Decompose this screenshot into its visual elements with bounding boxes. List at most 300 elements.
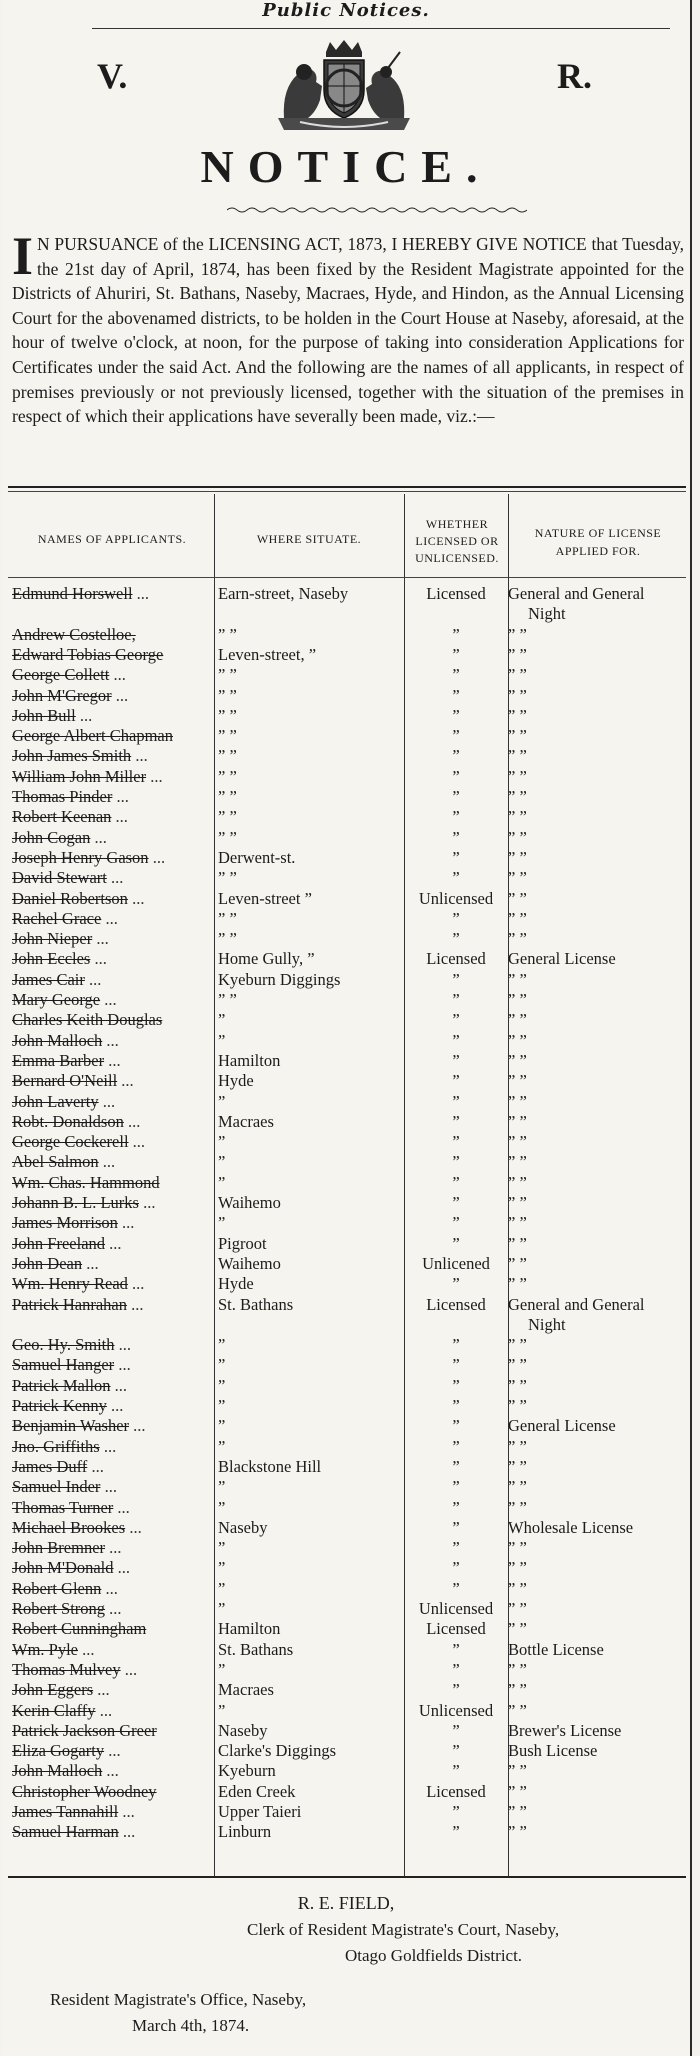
table-row [8, 1660, 686, 1680]
premises-location: Kyeburn [218, 1761, 276, 1781]
premises-location: ” [218, 1558, 226, 1578]
premises-location: Naseby [218, 1720, 268, 1740]
table-row [8, 665, 686, 685]
premises-location: Home Gully, ” [218, 949, 315, 969]
applicant-name: Samuel Inder ... [12, 1477, 117, 1497]
premises-location: ” ” [218, 726, 237, 746]
applicant-name: James Tannahill ... [12, 1802, 135, 1821]
table-row [8, 1112, 686, 1132]
license-type: ” ” [508, 1213, 527, 1233]
office-line: Resident Magistrate's Office, Naseby, [50, 1990, 307, 2009]
premises-location: Kyeburn Diggings [218, 969, 341, 989]
table-row [8, 726, 686, 746]
applicant-name: Abel Salmon ... [12, 1152, 116, 1172]
applicant-name: Patrick Jackson Greer [12, 1720, 157, 1740]
license-type: ” ” [508, 1274, 527, 1294]
license-status: ” [452, 685, 460, 705]
license-status: ” [452, 807, 460, 827]
license-status: ” [452, 1050, 460, 1070]
table-row [8, 625, 686, 645]
header-rule [8, 577, 686, 578]
premises-location: St. Bathans [218, 1639, 294, 1659]
applicant-name: John M'Donald ... [12, 1558, 131, 1578]
table-row [8, 1193, 686, 1213]
applicant-name: Edmund Horswell ... [12, 584, 150, 603]
table-row [8, 1071, 686, 1091]
table-row [8, 807, 686, 827]
license-status: Licensed [426, 949, 486, 969]
license-status: ” [452, 1680, 460, 1700]
premises-location: ” [218, 1578, 226, 1598]
table-row [8, 1152, 686, 1172]
applicant-name: James Morrison ... [12, 1213, 135, 1233]
license-type: ” ” [508, 766, 527, 786]
premises-location: ” [218, 1497, 226, 1517]
section-header: Public Notices. [262, 0, 430, 21]
table-row [8, 848, 686, 868]
applicant-name: John Eggers ... [12, 1680, 110, 1700]
table-row [8, 1396, 686, 1416]
royal-cypher-r: R. [557, 56, 592, 96]
signature: R. E. FIELD, [297, 1893, 395, 1913]
table-row [8, 1274, 686, 1294]
applicant-name: Samuel Hanger ... [12, 1355, 131, 1375]
header-where: WHERE SITUATE. [256, 532, 362, 546]
table-row [8, 584, 686, 623]
premises-location: ” [218, 1213, 226, 1233]
license-status: ” [452, 1132, 460, 1152]
license-type: ” ” [508, 1111, 527, 1131]
license-type: ” ” [508, 1132, 527, 1152]
license-type: ” ” [508, 1253, 527, 1273]
premises-location: Macraes [218, 1111, 274, 1131]
premises-location: ” ” [218, 908, 237, 928]
table-row [8, 1234, 686, 1254]
premises-location: Earn-street, Naseby [218, 584, 349, 603]
license-type: ” ” [508, 1050, 527, 1070]
license-type: General License [508, 949, 616, 969]
table-row [8, 1294, 686, 1334]
premises-location: Linburn [218, 1822, 272, 1842]
license-status: ” [452, 1172, 460, 1192]
applicant-name: Charles Keith Douglas [12, 1010, 163, 1030]
license-type: ” ” [508, 1335, 527, 1355]
license-status: Unlicensed [418, 1700, 494, 1720]
premises-location: ” ” [218, 787, 237, 806]
table-row [8, 1010, 686, 1030]
table-row [8, 1416, 686, 1436]
license-status: ” [452, 868, 460, 888]
table-row [8, 1254, 686, 1274]
table-row [8, 1376, 686, 1396]
license-status: Licensed [426, 1781, 486, 1801]
table-row [8, 1213, 686, 1233]
table-row [8, 1619, 686, 1639]
license-status: Licensed [426, 1294, 486, 1314]
premises-location: ” [218, 1477, 226, 1497]
premises-location: ” [218, 1030, 226, 1050]
premises-location: ” ” [218, 807, 237, 827]
royal-cypher-v: V. [97, 56, 128, 96]
premises-location: ” ” [218, 929, 237, 949]
license-type: ” ” [508, 1010, 527, 1030]
applicant-name: Wm. Pyle ... [12, 1639, 95, 1659]
table-row [8, 1741, 686, 1761]
table-row [8, 929, 686, 949]
license-type: ” ” [508, 1030, 527, 1050]
license-status: ” [452, 1111, 460, 1131]
applicants-table [8, 486, 686, 1878]
license-status: ” [452, 1193, 460, 1212]
applicant-name: John Laverty ... [12, 1091, 116, 1111]
license-type: General License [508, 1416, 616, 1436]
premises-location: ” ” [218, 766, 237, 786]
license-status: ” [452, 624, 460, 644]
license-status: ” [452, 827, 460, 847]
license-type: ” ” [508, 665, 527, 685]
royal-coat-of-arms-icon [264, 38, 424, 134]
applicant-name: Geo. Hy. Smith ... [12, 1335, 132, 1355]
premises-location: Pigroot [218, 1233, 267, 1253]
premises-location: Hamilton [218, 1619, 281, 1639]
table-row [8, 868, 686, 888]
header-names: NAMES OF APPLICANTS. [37, 532, 187, 546]
license-type: ” ” [508, 990, 527, 1009]
table-row [8, 1518, 686, 1538]
license-type: Brewer's License [508, 1720, 622, 1740]
premises-location: ” [218, 1010, 226, 1030]
license-type: ” ” [508, 746, 527, 766]
license-type: ” ” [508, 1172, 527, 1192]
table-row [8, 1761, 686, 1781]
table-row [8, 1599, 686, 1619]
premises-location: ” [218, 1152, 226, 1172]
license-status: ” [452, 1416, 460, 1436]
table-row [8, 1132, 686, 1152]
license-type: ” ” [508, 888, 527, 908]
applicant-name: Eliza Gogarty ... [12, 1741, 121, 1761]
license-type: General and General Night [508, 1294, 645, 1334]
wavy-rule [227, 205, 527, 215]
premises-location: ” ” [218, 827, 237, 847]
applicant-name: David Stewart ... [12, 868, 124, 888]
premises-location: ” [218, 1172, 226, 1192]
notice-body-text: N PURSUANCE of the LICENSING ACT, 1873, I HEREBY GIVE NOTICE that Tuesday, the 21st day of April, 1874, has been fixed by the Resident Magistrate appointed for the Districts of Ahuriri, St. Bathans, Naseby, Macraes, Hyde, and Hindon, as the Annual Licensing Court for the abovenamed districts, to be holden in the Court House at Naseby, aforesaid, at the hour of twelve o'clock, at noon, for the purpose of taking into consideration Applications for Certificates under the said Act. And the following are the names of all applicants, in respect of premises previously or not previously licensed, together with the situation of the premises in respect of which their applications have severally been made, viz.:— [12, 234, 684, 427]
premises-location: Eden Creek [218, 1781, 296, 1801]
premises-location: ” [218, 1335, 226, 1355]
license-type: ” ” [508, 1619, 527, 1639]
license-status: ” [452, 1152, 460, 1172]
premises-location: Upper Taieri [218, 1802, 302, 1821]
premises-location: Clarke's Diggings [218, 1741, 337, 1761]
license-type: ” ” [508, 1355, 527, 1375]
license-status: ” [452, 1538, 460, 1558]
license-status: ” [452, 1030, 460, 1050]
table-row [8, 1457, 686, 1477]
license-status: ” [452, 1517, 460, 1537]
premises-location: ” [218, 1659, 226, 1679]
premises-location: ” [218, 1091, 226, 1111]
license-status: ” [452, 1802, 460, 1821]
applicant-name: John Bremner ... [12, 1538, 122, 1558]
premises-location: ” [218, 1599, 226, 1618]
license-type: ” ” [508, 705, 527, 725]
premises-location: ” [218, 1375, 226, 1395]
applicant-name: Patrick Kenny ... [12, 1396, 124, 1415]
license-type: ” ” [508, 969, 527, 989]
applicant-name: Bernard O'Neill ... [12, 1071, 134, 1091]
license-status: ” [452, 1456, 460, 1476]
header-nature: NATURE OF LICENSE APPLIED FOR. [534, 526, 662, 558]
license-type: ” ” [508, 1477, 527, 1497]
table-row [8, 1558, 686, 1578]
table-row [8, 1782, 686, 1802]
applicant-name: John M'Gregor ... [12, 685, 129, 705]
license-status: ” [452, 847, 460, 867]
applicant-name: Thomas Turner ... [12, 1497, 130, 1517]
table-row [8, 970, 686, 990]
applicant-name: John Dean ... [12, 1253, 99, 1273]
license-type: ” ” [508, 847, 527, 867]
license-status: ” [452, 1558, 460, 1578]
license-type: ” ” [508, 1456, 527, 1476]
license-status: ” [452, 705, 460, 725]
premises-location: Derwent-st. [218, 847, 296, 867]
applicant-name: Mary George ... [12, 990, 117, 1009]
applicant-name: Rachel Grace ... [12, 908, 118, 928]
applicant-name: Patrick Mallon ... [12, 1375, 128, 1395]
table-row [8, 767, 686, 787]
table-row [8, 990, 686, 1010]
premises-location: ” [218, 1700, 226, 1720]
premises-location: Leven-street, ” [218, 644, 317, 664]
license-type: ” ” [508, 1680, 527, 1700]
applicant-name: Wm. Henry Read ... [12, 1274, 145, 1294]
license-type: ” ” [508, 787, 527, 806]
date-line: March 4th, 1874. [132, 2016, 250, 2035]
license-status: ” [452, 1497, 460, 1517]
license-status: ” [452, 1274, 460, 1294]
license-type: ” ” [508, 1802, 527, 1821]
table-row [8, 1701, 686, 1721]
premises-location: ” ” [218, 685, 237, 705]
license-type: ” ” [508, 1781, 527, 1801]
applicant-name: Daniel Robertson ... [12, 888, 145, 908]
license-type: Wholesale License [508, 1517, 634, 1537]
table-row [8, 828, 686, 848]
license-status: ” [452, 1639, 460, 1659]
newspaper-page [2, 0, 692, 2056]
district-line: Otago Goldfields District. [345, 1946, 523, 1965]
license-type: ” ” [508, 1761, 527, 1781]
premises-location: St. Bathans [218, 1294, 294, 1314]
table-row [8, 1051, 686, 1071]
applicant-name: John Cogan ... [12, 827, 107, 847]
notice-title: NOTICE. [200, 141, 492, 192]
table-row [8, 1802, 686, 1822]
premises-location: ” [218, 1538, 226, 1558]
license-status: Licensed [426, 1619, 486, 1639]
license-type: ” ” [508, 1822, 527, 1842]
premises-location: ” ” [218, 705, 237, 725]
license-type: ” ” [508, 827, 527, 847]
license-type: ” ” [508, 929, 527, 949]
table-row [8, 1680, 686, 1700]
applicant-name: George Albert Chapman [12, 726, 173, 746]
applicant-name: George Cockerell ... [12, 1132, 146, 1152]
applicant-name: Benjamin Washer ... [12, 1416, 146, 1436]
license-status: ” [452, 1335, 460, 1355]
table-row [8, 746, 686, 766]
premises-location: Waihemo [218, 1253, 281, 1273]
applicant-name: John Malloch ... [12, 1761, 119, 1781]
premises-location: Waihemo [218, 1193, 281, 1212]
applicant-name: Robert Glenn ... [12, 1578, 118, 1598]
premises-location: ” ” [218, 990, 237, 1009]
license-status: ” [452, 1578, 460, 1598]
premises-location: ” ” [218, 665, 237, 685]
applicant-name: John Freeland ... [12, 1233, 122, 1253]
table-row [8, 1640, 686, 1660]
license-status: ” [452, 766, 460, 786]
header-status: WHETHER LICENSED OR UNLICENSED. [415, 517, 499, 565]
premises-location: ” [218, 1132, 226, 1152]
license-status: Unlicensed [418, 888, 494, 908]
license-type: ” ” [508, 726, 527, 746]
applicant-name: John James Smith ... [12, 746, 148, 766]
applicant-name: Joseph Henry Gason ... [12, 847, 166, 867]
applicant-name: Michael Brookes ... [12, 1517, 142, 1537]
premises-location: ” [218, 1436, 226, 1456]
table-row [8, 1437, 686, 1457]
table-row [8, 949, 686, 969]
table-row [8, 909, 686, 929]
license-status: ” [452, 1071, 460, 1091]
license-type: ” ” [508, 1396, 527, 1415]
license-type: ” ” [508, 1578, 527, 1598]
applicant-name: James Duff ... [12, 1456, 104, 1476]
applicant-name: Edward Tobias George [12, 644, 164, 664]
license-status: ” [452, 1659, 460, 1679]
license-type: ” ” [508, 1436, 527, 1456]
applicant-name: James Cair ... [12, 969, 102, 989]
table-row [8, 1335, 686, 1355]
license-type: ” ” [508, 1497, 527, 1517]
applicant-name: John Bull ... [12, 705, 93, 725]
table-row [8, 1579, 686, 1599]
license-status: ” [452, 1091, 460, 1111]
table-row [8, 1477, 686, 1497]
table-row [8, 1721, 686, 1741]
applicant-name: Robert Strong ... [12, 1599, 122, 1618]
license-type: ” ” [508, 1091, 527, 1111]
premises-location: Naseby [218, 1517, 268, 1537]
license-type: ” ” [508, 1558, 527, 1578]
license-type: ” ” [508, 1538, 527, 1558]
license-status: ” [452, 1477, 460, 1497]
table-row [8, 645, 686, 665]
license-status: ” [452, 1396, 460, 1415]
license-status: ” [452, 1436, 460, 1456]
license-status: ” [452, 1375, 460, 1395]
applicant-name: John Nieper ... [12, 929, 109, 949]
applicant-name: Robert Cunningham [12, 1619, 147, 1639]
license-status: ” [452, 1761, 460, 1781]
table-row [8, 1822, 686, 1842]
license-status: ” [452, 665, 460, 685]
applicant-name: William John Miller ... [12, 766, 163, 786]
license-status: ” [452, 1213, 460, 1233]
license-type: ” ” [508, 1375, 527, 1395]
table-row [8, 1538, 686, 1558]
license-type: Bottle License [508, 1639, 604, 1659]
license-status: ” [452, 644, 460, 664]
license-type: Bush License [508, 1741, 598, 1761]
license-type: ” ” [508, 1071, 527, 1091]
license-status: ” [452, 908, 460, 928]
license-type: General and General Night [508, 584, 645, 623]
license-status: ” [452, 1355, 460, 1375]
premises-location: ” [218, 1355, 226, 1375]
license-type: ” ” [508, 644, 527, 664]
license-type: ” ” [508, 1659, 527, 1679]
premises-location: ” [218, 1416, 226, 1436]
license-type: ” ” [508, 1193, 527, 1212]
license-status: ” [452, 969, 460, 989]
applicant-name: Andrew Costelloe, [12, 624, 136, 644]
license-status: Licensed [426, 584, 486, 603]
applicant-name: Thomas Pinder ... [12, 787, 129, 806]
table-row [8, 706, 686, 726]
table-row [8, 1092, 686, 1112]
license-type: ” ” [508, 1599, 527, 1618]
license-status: ” [452, 1822, 460, 1842]
premises-location: Leven-street ” [218, 888, 312, 908]
premises-location: ” [218, 1396, 226, 1415]
license-type: ” ” [508, 1152, 527, 1172]
applicant-name: Thomas Mulvey ... [12, 1659, 138, 1679]
table-row [8, 889, 686, 909]
premises-location: ” ” [218, 868, 237, 888]
applicant-name: Emma Barber ... [12, 1050, 121, 1070]
premises-location: ” ” [218, 624, 237, 644]
premises-location: Hamilton [218, 1050, 281, 1070]
license-status: ” [452, 1720, 460, 1740]
license-type: ” ” [508, 1700, 527, 1720]
applicant-name: Robert Keenan ... [12, 807, 128, 827]
premises-location: Blackstone Hill [218, 1456, 322, 1476]
table-row [8, 787, 686, 807]
clerk-title: Clerk of Resident Magistrate's Court, Naseby, [247, 1920, 560, 1939]
table-row [8, 1031, 686, 1051]
applicant-name: Kerin Claffy ... [12, 1700, 113, 1720]
license-status: ” [452, 990, 460, 1009]
license-status: ” [452, 1010, 460, 1030]
premises-location: Macraes [218, 1680, 274, 1700]
table-row [8, 1173, 686, 1193]
applicant-name: Johann B. L. Lurks ... [12, 1193, 156, 1212]
license-type: ” ” [508, 1233, 527, 1253]
premises-location: Hyde [218, 1071, 254, 1091]
applicant-name: Jno. Griffiths ... [12, 1436, 117, 1456]
applicant-name: Robt. Donaldson ... [12, 1111, 141, 1131]
table-row [8, 1498, 686, 1518]
license-status: Unlicensed [418, 1599, 494, 1618]
table-row [8, 686, 686, 706]
license-status: ” [452, 1233, 460, 1253]
notice-body [12, 226, 684, 429]
applicant-name: Christopher Woodney [12, 1781, 157, 1801]
